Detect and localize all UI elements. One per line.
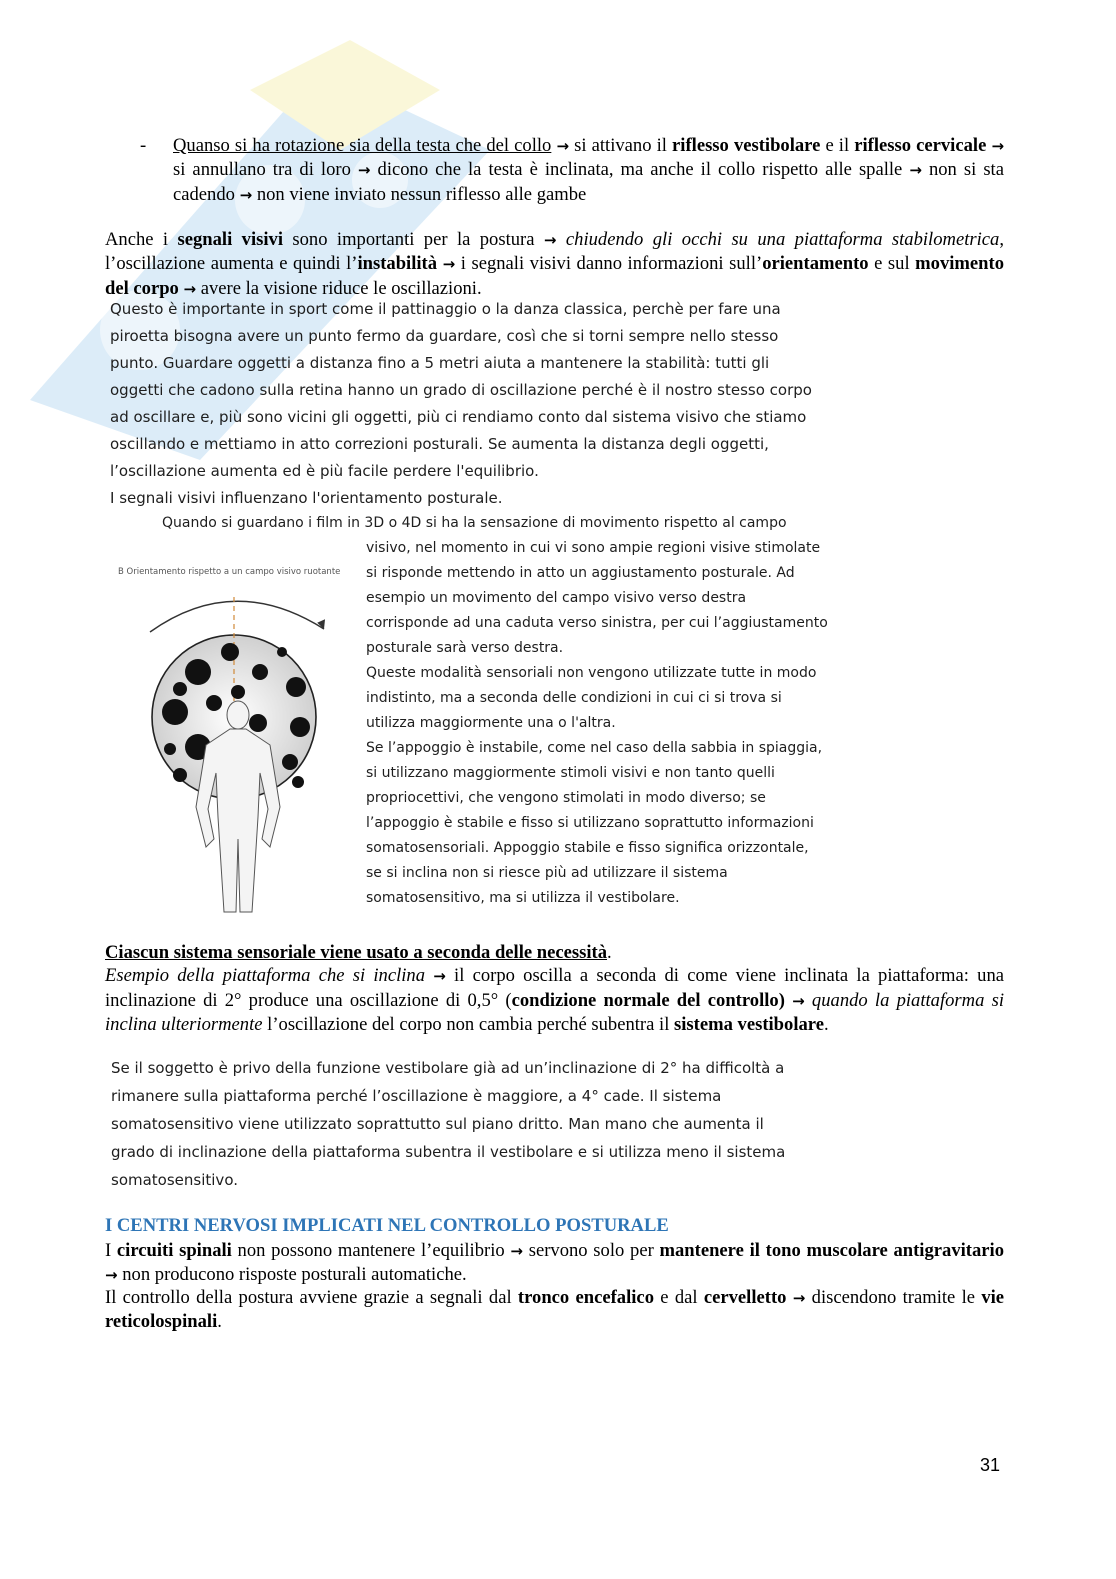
text-run: non producono risposte posturali automatiche. [117, 1264, 467, 1286]
arrow-icon: → [991, 137, 1005, 155]
paragraph-visual-signals [105, 228, 1004, 301]
text-run: il corpo oscilla a seconda di come viene inclinata la piattaforma: una inclinazione di 2° produce una oscillazione di 0,5° ( [105, 965, 1004, 1011]
bold-term: orientamento [762, 253, 869, 275]
figure-caption: B Orientamento rispetto a un campo visivo ruotante [118, 567, 341, 577]
section-heading: I CENTRI NERVOSI IMPLICATI NEL CONTROLLO POSTURALE [105, 1215, 669, 1236]
arrow-icon: → [909, 161, 922, 180]
notes-line: punto. Guardare oggetti a distanza fino a 5 metri aiuta a mantenere la stabilità: tutti gli [110, 354, 770, 372]
paragraph-spinal-circuits [105, 1239, 1004, 1288]
text-run: Anche i [105, 229, 178, 250]
text-run: non si sta cadendo [173, 159, 1004, 205]
arrow-icon: → [239, 185, 253, 204]
bold-term: riflesso cervicale [854, 135, 987, 156]
bullet-paragraph [173, 134, 1004, 207]
figure-illustration [110, 577, 358, 917]
arrow-icon: → [357, 161, 371, 180]
notes-line: utilizza maggiormente una o l'altra. [366, 715, 616, 731]
arrow-icon: → [792, 991, 805, 1010]
notes-line: rimanere sulla piattaforma perché l’oscillazione è maggiore, a 4° cade. Il sistema [111, 1087, 722, 1105]
text-run: avere la visione riduce le oscillazioni. [196, 277, 482, 299]
arrow-icon: → [105, 1266, 118, 1285]
paragraph-sensory-systems [105, 941, 1004, 1037]
notes-line: somatosensitivo viene utilizzato soprattutto sul piano dritto. Man mano che aumenta il [111, 1115, 764, 1133]
text-run: discendono tramite le [805, 1287, 982, 1308]
bullet-underlined: Quanso si ha rotazione sia della testa che del collo [173, 135, 552, 156]
text-run: . [823, 1014, 829, 1036]
bold-term: riflesso vestibolare [672, 135, 821, 156]
notes-line: I segnali visivi influenzano l'orientamento posturale. [110, 489, 503, 507]
bold-term: condizione normale del controllo) [511, 989, 785, 1011]
text-run: dicono che la testa è inclinata, ma anche il collo rispetto alle spalle [370, 159, 910, 181]
text-run: , l’oscillazione aumenta e quindi l’ [105, 229, 1004, 275]
italic-text: quando la piattaforma si inclina ulteriormente [105, 989, 1005, 1036]
text-run: non viene inviato nessun riflesso alle gambe [252, 183, 587, 205]
notes-line: esempio un movimento del campo visivo verso destra [366, 590, 747, 606]
notes-line: si utilizzano maggiormente stimoli visivi e non tanto quelli [366, 765, 775, 781]
text-run: e il [820, 135, 855, 156]
paragraph-posture-control [105, 1286, 1004, 1334]
notes-line: corrisponde ad una caduta verso sinistra, per cui l’aggiustamento [366, 615, 828, 631]
text-run: e sul [868, 253, 916, 275]
arrow-icon: → [792, 1289, 806, 1307]
arrow-icon: → [510, 1242, 523, 1260]
notes-line: si risponde mettendo in atto un aggiustamento posturale. Ad [366, 565, 795, 581]
notes-line: oggetti che cadono sulla retina hanno un grado di oscillazione perché è il nostro stesso corpo [110, 381, 812, 399]
text-run: . [217, 1311, 222, 1333]
underlined-bold-text: Ciascun sistema sensoriale viene usato a seconda delle necessità [105, 942, 608, 963]
bold-term: circuiti spinali [116, 1240, 232, 1261]
arrow-icon: → [183, 279, 197, 298]
notes-line: somatosensoriali. Appoggio stabile e fisso significa orizzontale, [366, 840, 809, 856]
figure-rotating-visual-field [110, 565, 358, 917]
notes-line: somatosensitivo, ma si utilizza il vestibolare. [366, 890, 680, 906]
text-run: si annullano tra di loro [173, 159, 358, 181]
bold-term: movimento del corpo [105, 253, 1004, 299]
text-run: i segnali visivi danno informazioni sull’ [455, 253, 763, 275]
bold-term: instabilità [357, 253, 438, 275]
bold-term: sistema vestibolare [674, 1014, 824, 1036]
italic-text: chiudendo gli occhi su una piattaforma stabilometrica [565, 229, 1000, 250]
bold-term: vie reticolospinali [105, 1287, 1005, 1333]
notes-line: l’oscillazione aumenta ed è più facile perdere l'equilibrio. [110, 462, 539, 480]
arrow-icon: → [543, 231, 557, 249]
bullet-dash: - [140, 135, 147, 156]
bold-term: segnali visivi [177, 229, 283, 250]
bold-term: mantenere il tono muscolare antigravitario [659, 1240, 1004, 1261]
bold-term: tronco encefalico [517, 1287, 654, 1308]
text-run: e dal [654, 1287, 704, 1308]
text-run: l’oscillazione del corpo non cambia perché subentra il [262, 1014, 675, 1036]
text-run: si attivano il [569, 135, 673, 156]
notes-line: l’appoggio è stabile e fisso si utilizzano soprattutto informazioni [366, 815, 814, 831]
notes-line: se si inclina non si riesce più ad utilizzare il sistema [366, 865, 728, 881]
text-run: . [607, 942, 612, 963]
text-run: servono solo per [522, 1240, 660, 1261]
page-number: 31 [980, 1455, 1001, 1475]
text-run: I [105, 1240, 117, 1261]
text-run: Il controllo della postura avviene grazie a segnali dal [105, 1287, 518, 1308]
arrow-icon: → [433, 967, 446, 986]
arrow-icon: → [556, 137, 570, 155]
notes-line: Quando si guardano i film in 3D o 4D si ha la sensazione di movimento rispetto al campo [162, 515, 787, 531]
italic-text: Esempio della piattaforma che si inclina [105, 965, 425, 987]
notes-line: propriocettivi, che vengono stimolati in modo diverso; se [366, 790, 766, 806]
notes-line: posturale sarà verso destra. [366, 640, 564, 656]
notes-line: visivo, nel momento in cui vi sono ampie regioni visive stimolate [366, 540, 821, 556]
bold-term: cervelletto [703, 1287, 787, 1308]
notes-line: oscillando e mettiamo in atto correzioni posturali. Se aumenta la distanza degli oggetti, [110, 435, 769, 453]
notes-line: grado di inclinazione della piattaforma subentra il vestibolare e si utilizza meno il sistema [111, 1143, 786, 1161]
notes-line: ad oscillare e, più sono vicini gli oggetti, più ci rendiamo conto dal sistema visivo che stiamo [110, 408, 807, 426]
notes-line: Se il soggetto è privo della funzione vestibolare già ad un’inclinazione di 2° ha difficoltà a [111, 1059, 785, 1077]
notes-line: Questo è importante in sport come il pattinaggio o la danza classica, perchè per fare una [110, 300, 781, 318]
notes-line: Queste modalità sensoriali non vengono utilizzate tutte in modo [366, 665, 817, 681]
arrow-icon: → [442, 255, 456, 274]
notes-line: indistinto, ma a seconda delle condizioni in cui ci si trova si [366, 690, 782, 706]
notes-line: somatosensitivo. [111, 1171, 238, 1189]
notes-line: piroetta bisogna avere un punto fermo da guardare, così che si torni sempre nello stesso [110, 327, 779, 345]
text-run: sono importanti per la postura [283, 229, 544, 250]
notes-line: Se l’appoggio è instabile, come nel caso della sabbia in spiaggia, [366, 740, 823, 756]
text-run: non possono mantenere l’equilibrio [231, 1240, 511, 1261]
